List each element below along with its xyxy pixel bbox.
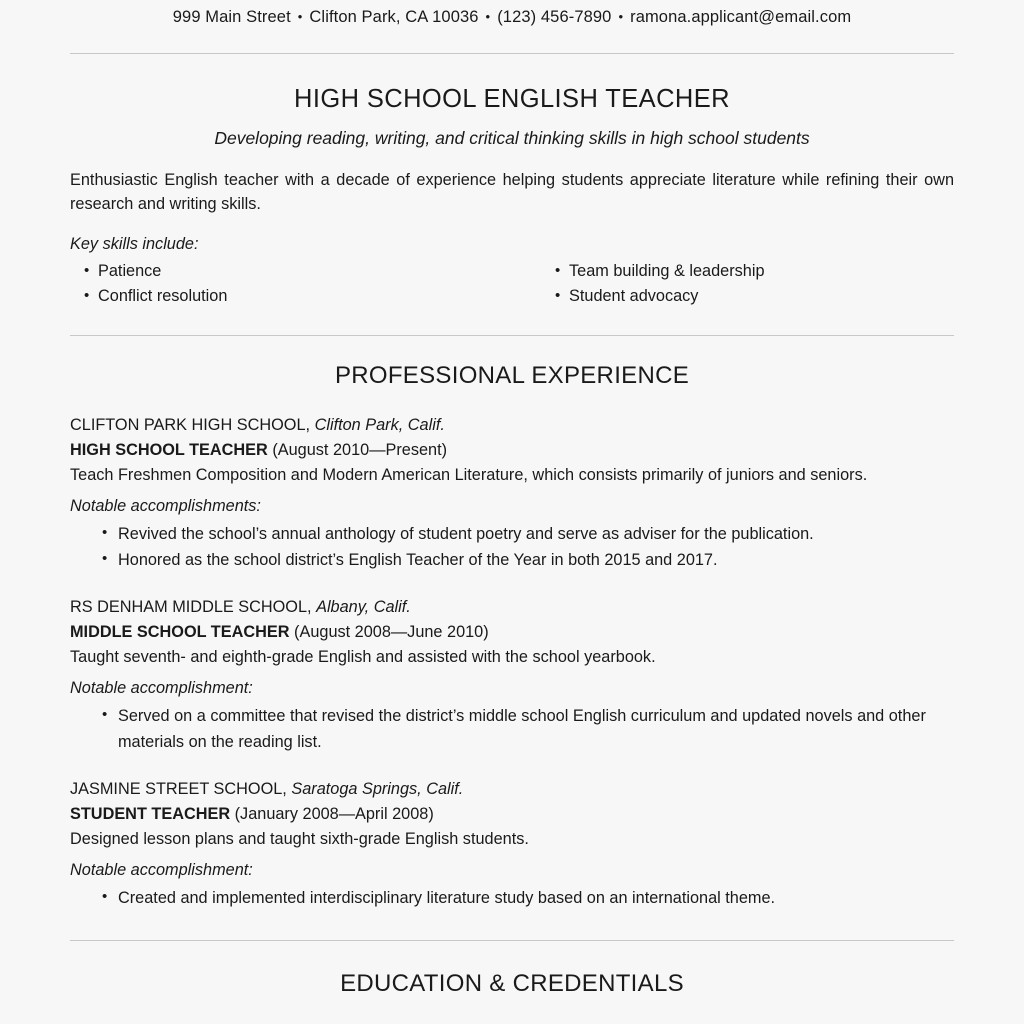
employer-name: JASMINE STREET SCHOOL, bbox=[70, 780, 287, 798]
list-item: • Team building & leadership bbox=[541, 259, 954, 284]
role-description: Teach Freshmen Composition and Modern American Literature, which consists primarily of juniors and seniors. bbox=[70, 466, 868, 484]
experience-section bbox=[70, 361, 954, 911]
key-skills-list-left bbox=[70, 259, 512, 309]
list-item: • Conflict resolution bbox=[70, 284, 512, 309]
contact-header bbox=[70, 0, 954, 33]
notable-list bbox=[70, 703, 954, 755]
notable-list bbox=[70, 885, 954, 911]
section-heading-education: EDUCATION & CREDENTIALS bbox=[340, 970, 684, 997]
key-skills-column-left bbox=[70, 259, 512, 309]
contact-street: 999 Main Street bbox=[172, 8, 291, 26]
role-description: Taught seventh- and eighth-grade English and assisted with the school yearbook. bbox=[70, 648, 656, 666]
employer-line bbox=[70, 413, 954, 438]
experience-entry bbox=[70, 777, 954, 911]
contact-separator-1: • bbox=[297, 9, 303, 24]
experience-entry bbox=[70, 595, 954, 755]
role-description: Designed lesson plans and taught sixth-grade English students. bbox=[70, 830, 529, 848]
key-skills-label: Key skills include: bbox=[70, 235, 199, 253]
role-line bbox=[70, 438, 954, 463]
employer-location: Clifton Park, Calif. bbox=[314, 416, 445, 434]
contact-phone: (123) 456-7890 bbox=[497, 8, 612, 26]
summary-paragraph: Enthusiastic English teacher with a decade of experience helping students appreciate literature while refining their own research and writing skills. bbox=[70, 171, 954, 213]
list-item: • Created and implemented interdisciplinary literature study based on an international theme. bbox=[70, 885, 954, 911]
divider-bottom bbox=[70, 940, 954, 941]
summary-tagline: Developing reading, writing, and critical thinking skills in high school students bbox=[214, 128, 810, 148]
contact-separator-2: • bbox=[485, 9, 491, 24]
key-skills-column-right bbox=[512, 259, 954, 309]
page-title: HIGH SCHOOL ENGLISH TEACHER bbox=[294, 85, 730, 113]
contact-email: ramona.applicant@email.com bbox=[630, 8, 852, 26]
list-item: • Revived the school’s annual anthology of student poetry and serve as adviser for the publication. bbox=[70, 521, 954, 547]
list-item: • Honored as the school district’s English Teacher of the Year in both 2015 and 2017. bbox=[70, 547, 954, 573]
divider-middle bbox=[70, 335, 954, 336]
summary-section bbox=[70, 84, 954, 309]
role-title: MIDDLE SCHOOL TEACHER bbox=[70, 623, 290, 641]
employer-name: CLIFTON PARK HIGH SCHOOL, bbox=[70, 416, 311, 434]
contact-city-state-zip: Clifton Park, CA 10036 bbox=[309, 8, 479, 26]
employer-location: Saratoga Springs, Calif. bbox=[291, 780, 464, 798]
role-dates: (August 2008—June 2010) bbox=[294, 623, 489, 641]
employer-name: RS DENHAM MIDDLE SCHOOL, bbox=[70, 598, 312, 616]
employer-line bbox=[70, 595, 954, 620]
role-dates: (January 2008—April 2008) bbox=[234, 805, 434, 823]
role-title: HIGH SCHOOL TEACHER bbox=[70, 441, 268, 459]
contact-separator-3: • bbox=[618, 9, 624, 24]
notable-label: Notable accomplishments: bbox=[70, 497, 261, 515]
divider-top bbox=[70, 53, 954, 54]
role-dates: (August 2010—Present) bbox=[272, 441, 448, 459]
list-item: • Served on a committee that revised the district’s middle school English curriculum and updated novels and other materials on the reading list. bbox=[70, 703, 954, 755]
notable-label: Notable accomplishment: bbox=[70, 679, 253, 697]
section-heading-experience: PROFESSIONAL EXPERIENCE bbox=[334, 362, 690, 389]
notable-label: Notable accomplishment: bbox=[70, 861, 253, 879]
list-item: • Student advocacy bbox=[541, 284, 954, 309]
role-line bbox=[70, 802, 954, 827]
role-line bbox=[70, 620, 954, 645]
list-item: • Patience bbox=[70, 259, 512, 284]
experience-entry bbox=[70, 413, 954, 573]
role-title: STUDENT TEACHER bbox=[70, 805, 231, 823]
key-skills-columns bbox=[70, 259, 954, 309]
key-skills-list-right bbox=[541, 259, 954, 309]
employer-line bbox=[70, 777, 954, 802]
notable-list bbox=[70, 521, 954, 573]
employer-location: Albany, Calif. bbox=[316, 598, 411, 616]
